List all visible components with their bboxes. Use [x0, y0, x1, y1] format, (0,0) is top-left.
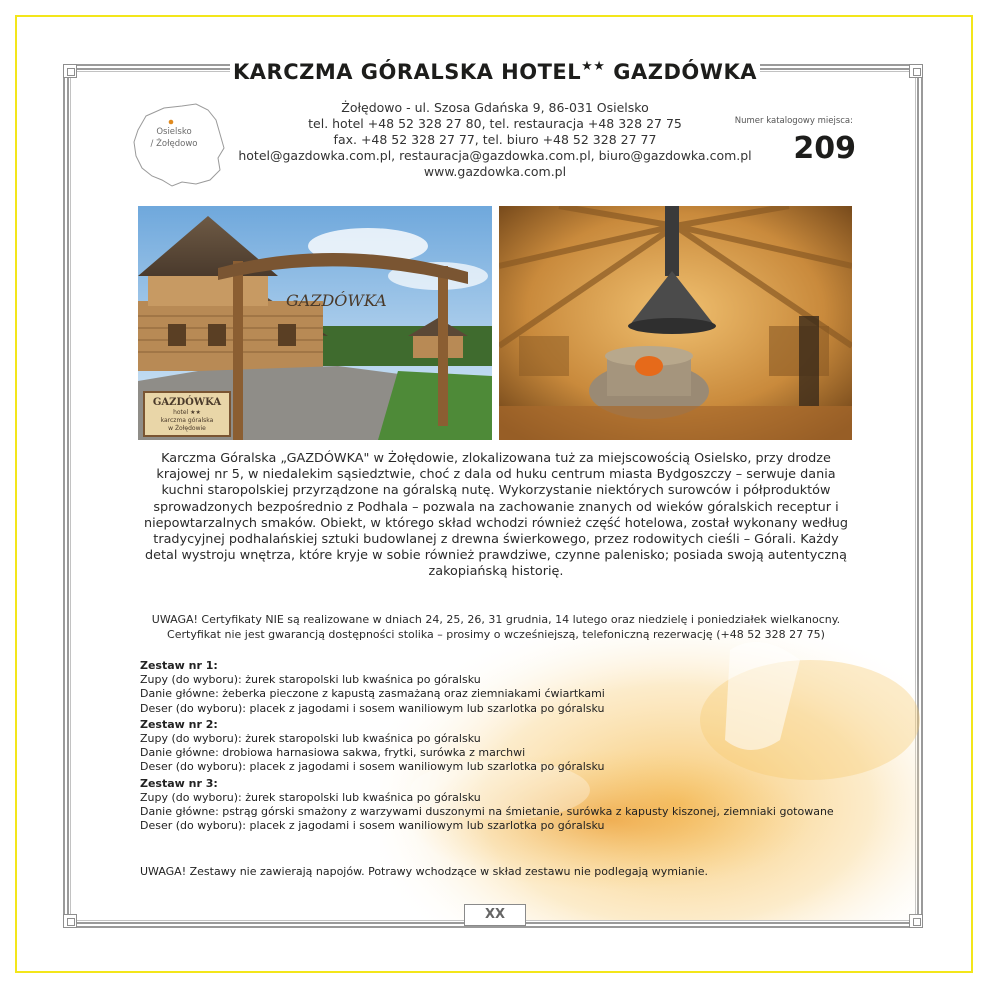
menu-set [140, 718, 860, 775]
set-soup: Zupy (do wyboru): żurek staropolski lub kwaśnica po góralsku [140, 790, 481, 804]
notice-line: Certyfikat nie jest gwarancją dostępności stolika – prosimy o wcześniejszą, telefoniczną rezerwację (+48 52 328 27 75) [167, 628, 825, 641]
set-dessert: Deser (do wyboru): placek z jagodami i sosem waniliowym lub szarlotka po góralsku [140, 760, 605, 774]
set-title: Zestaw nr 1: [140, 659, 218, 672]
set-title: Zestaw nr 3: [140, 776, 218, 790]
title-stars: ★★ [581, 59, 606, 74]
certificate-notice [140, 612, 852, 642]
contact-info [225, 100, 765, 180]
map-location-label [136, 126, 212, 150]
catalog-number: 209 [793, 131, 856, 166]
map-label-line: / Żołędowo [150, 139, 198, 149]
menu-sets [140, 659, 860, 835]
set-main-course: Danie główne: żeberka pieczone z kapustą zasmażaną oraz ziemniakami ćwiartkami [140, 687, 605, 701]
set-soup: Zupy (do wyboru): żurek staropolski lub kwaśnica po góralsku [140, 673, 481, 687]
title-text: KARCZMA GÓRALSKA HOTEL [233, 60, 582, 84]
sign-board-text: GAZDÓWKA [152, 397, 222, 408]
exterior-photo [138, 206, 492, 440]
title-suffix: GAZDÓWKA [613, 60, 757, 84]
frame-corner-bottom-left [63, 914, 77, 928]
frame-corner-top-right [909, 64, 923, 78]
fax-number: fax. +48 52 328 27 77, tel. biuro +48 52 328 27 77 [333, 132, 657, 147]
set-main-course: Danie główne: drobiowa harnasiowa sakwa, frytki, surówka z marchwi [140, 746, 526, 760]
email-addresses: hotel@gazdowka.com.pl, restauracja@gazdowka.com.pl, biuro@gazdowka.com.pl [238, 148, 752, 163]
gate-sign-text: GAZDÓWKA [286, 291, 387, 310]
set-title: Zestaw nr 2: [140, 717, 218, 731]
sign-board-text: w Żołędowie [168, 425, 206, 432]
menu-set [140, 777, 860, 834]
website-url: www.gazdowka.com.pl [423, 164, 567, 179]
frame-corner-top-left [63, 64, 77, 78]
phone-numbers: tel. hotel +48 52 328 27 80, tel. restauracja +48 328 27 75 [308, 116, 682, 131]
address: Żołędowo - ul. Szosa Gdańska 9, 86-031 Osielsko [341, 100, 649, 115]
sets-notice: UWAGA! Zestawy nie zawierają napojów. Potrawy wchodzące w skład zestawu nie podlegają wymianie. [140, 865, 709, 878]
sign-board-text: hotel ★★ [173, 409, 201, 416]
restaurant-description: Karczma Góralska „GAZDÓWKA" w Żołędowie, zlokalizowana tuż za miejscowością Osielsko, przy drodze krajowej nr 5, w niedalekim sąsiedztwie, choć z dala od huku centrum miasta Bydgoszczy – serwuje dania kuchni staropolskiej przyrządzone na góralską nutę. Wykorzystanie niektórych surowców i półproduktów sprowadzonych bezpośrednio z Podhala – pozwala na zachowanie znanych od wieków góralskich receptur i niepowtarzalnych smaków. Obiekt, w którego skład wchodzi również część hotelowa, został wykonany według tradycyjnej podhalańskiej sztuki budowlanej z drewna świerkowego, przez rodowitych cieśli – Górali. Każdy detal wystroju wnętrza, które kryje w sobie również prawdziwe, czynne palenisko; posiada swoją autentyczną zakopiańską historię. [143, 451, 849, 580]
set-dessert: Deser (do wyboru): placek z jagodami i sosem waniliowym lub szarlotka po góralsku [140, 819, 605, 833]
set-soup: Zupy (do wyboru): żurek staropolski lub kwaśnica po góralsku [140, 732, 481, 746]
set-dessert: Deser (do wyboru): placek z jagodami i sosem waniliowym lub szarlotka po góralsku [140, 701, 605, 715]
sign-board-text: karczma góralska [160, 417, 214, 424]
interior-photo [499, 206, 852, 440]
page-number: XX [464, 904, 526, 926]
notice-line: UWAGA! Certyfikaty NIE są realizowane w dniach 24, 25, 26, 31 grudnia, 14 lutego oraz niedzielę i poniedziałek wielkanocny. [151, 613, 841, 626]
set-main-course: Danie główne: pstrąg górski smażony z warzywami duszonymi na śmietanie, surówka z kapusty kiszonej, ziemniaki gotowane [140, 805, 834, 819]
catalog-number-label: Numer katalogowy miejsca: [734, 116, 853, 126]
location-marker-icon [169, 120, 174, 125]
menu-set [140, 659, 860, 716]
page-title [230, 60, 760, 84]
map-label-line: Osielsko [156, 127, 192, 137]
